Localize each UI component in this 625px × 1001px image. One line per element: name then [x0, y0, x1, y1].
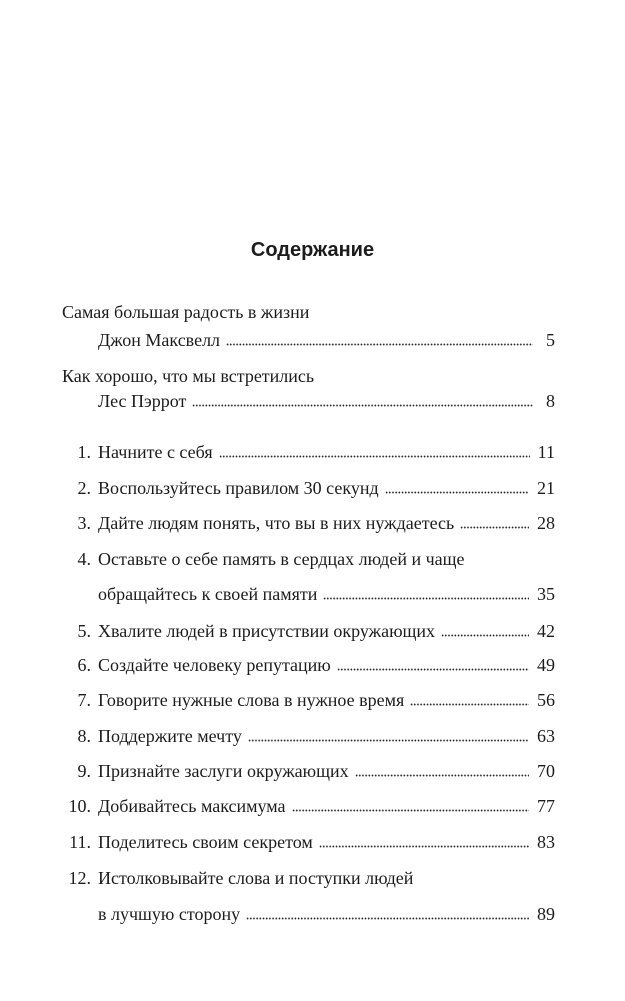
toc-chapter-row [98, 654, 555, 676]
dot-leader [410, 689, 529, 711]
toc-chapter-row [98, 689, 555, 711]
toc-intro-author-row [98, 329, 555, 351]
dot-leader [337, 654, 529, 676]
dot-leader [248, 725, 529, 747]
toc-chapter-title: Признайте заслуги окружающих [98, 761, 349, 781]
dot-leader [323, 583, 529, 605]
toc-chapter-title: Истолковывайте слова и поступки людей [98, 868, 414, 888]
toc-chapter-title: Воспользуйтесь правилом 30 секунд [98, 478, 379, 498]
dot-leader [246, 903, 529, 925]
dot-leader [460, 512, 529, 534]
toc-intro-author-row [98, 390, 555, 412]
toc-intro-author: Джон Максвелл [98, 330, 221, 350]
toc-chapter-row [98, 831, 555, 853]
toc-chapter-title: Оставьте о себе память в сердцах людей и чаще [98, 549, 465, 569]
toc-chapter-title: Создайте человеку репутацию [98, 655, 331, 675]
toc-chapter-title: Поддержите мечту [98, 726, 242, 746]
toc-chapter-number: 7. [77, 690, 91, 710]
toc-chapter-title: Поделитесь своим секретом [98, 832, 313, 852]
toc-chapter-number: 2. [77, 478, 91, 498]
toc-page-number: 5 [546, 330, 555, 350]
toc-page-number: 83 [537, 832, 555, 852]
toc-page-number: 8 [546, 391, 555, 411]
dot-leader [292, 795, 529, 817]
toc-page-number: 35 [537, 584, 555, 604]
toc-chapter-number: 4. [77, 549, 91, 569]
dot-leader [441, 620, 529, 642]
toc-chapter-title: Говорите нужные слова в нужное время [98, 690, 405, 710]
dot-leader [219, 441, 530, 463]
toc-chapter-row [98, 725, 555, 747]
toc-chapter-row [98, 477, 555, 499]
toc-chapter-title: Дайте людям понять, что вы в них нуждаетесь [98, 513, 455, 533]
toc-chapter-number: 1. [77, 442, 91, 462]
toc-chapter-number: 6. [77, 655, 91, 675]
toc-chapter-number: 3. [77, 513, 91, 533]
toc-chapter-number: 12. [68, 868, 91, 888]
toc-chapter-row [98, 760, 555, 782]
toc-page-number: 56 [537, 690, 555, 710]
toc-chapter-row [98, 620, 555, 642]
dot-leader [192, 390, 533, 412]
dot-leader [355, 760, 529, 782]
toc-chapter-number: 11. [69, 832, 91, 852]
toc-chapter-row [98, 583, 555, 605]
toc-chapter-title-continued: в лучшую сторону [98, 904, 241, 924]
toc-page-number: 77 [537, 796, 555, 816]
toc-chapter-number: 8. [77, 726, 91, 746]
toc-intro-author: Лес Пэррот [98, 391, 187, 411]
dot-leader [319, 831, 529, 853]
toc-chapter-row [98, 441, 555, 463]
toc-chapter-title: Добивайтесь максимума [98, 796, 286, 816]
toc-page-number: 70 [537, 761, 555, 781]
toc-chapter-row [98, 903, 555, 925]
toc-chapter-number: 10. [68, 796, 91, 816]
toc-chapter-title-continued: обращайтесь к своей памяти [98, 584, 318, 604]
toc-page-number: 49 [537, 655, 555, 675]
dot-leader [385, 477, 529, 499]
toc-chapter-number: 5. [77, 621, 91, 641]
toc-page-number: 21 [537, 478, 555, 498]
toc-page-number: 28 [537, 513, 555, 533]
toc-chapter-title: Начните с себя [98, 442, 213, 462]
toc-chapter-row [98, 795, 555, 817]
toc-chapter-title: Хвалите людей в присутствии окружающих [98, 621, 436, 641]
dot-leader [226, 329, 533, 351]
toc-page-number: 89 [537, 904, 555, 924]
toc-intro-title: Как хорошо, что мы встретились [62, 366, 315, 386]
toc-chapter-number: 9. [77, 761, 91, 781]
toc-chapter-row [98, 512, 555, 534]
toc-page-number: 42 [537, 621, 555, 641]
toc-page-number: 11 [537, 442, 555, 462]
page-title: Содержание [250, 239, 375, 261]
toc-page-number: 63 [537, 726, 555, 746]
toc-intro-title: Самая большая радость в жизни [62, 302, 310, 322]
